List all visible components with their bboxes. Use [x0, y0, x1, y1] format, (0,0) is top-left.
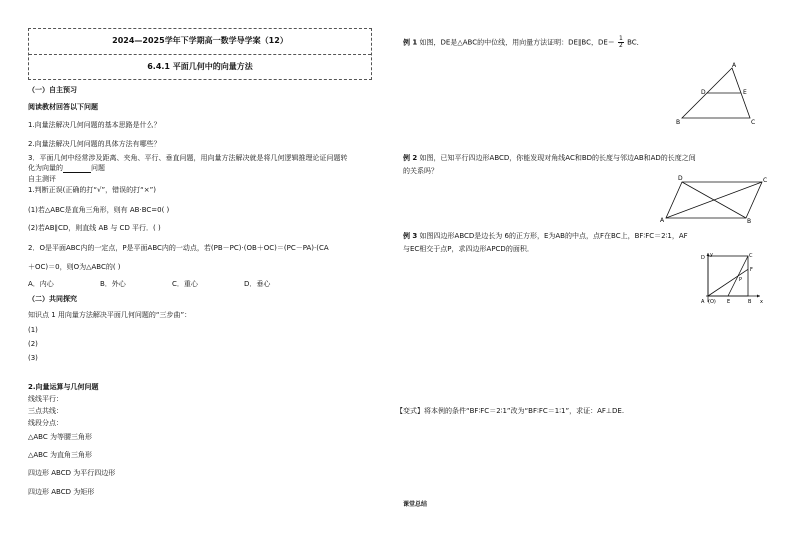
- triangle-figure: [672, 62, 762, 128]
- label-b: B: [676, 119, 681, 126]
- label-b: B: [748, 299, 752, 305]
- label-p: P: [739, 277, 743, 283]
- example-2-line1: [403, 154, 696, 163]
- example-1-tail: BC．: [627, 38, 644, 47]
- example-1-text: 如图，DE是△ABC的中位线，用向量方法证明：DE∥BC，DE＝: [419, 38, 615, 47]
- question-2: 2.向量法解决几何问题的具体方法有哪些？: [28, 140, 161, 148]
- label-d: D: [701, 89, 706, 96]
- label-c: C: [751, 119, 756, 126]
- example-1: [403, 36, 644, 49]
- segment-ec: [728, 256, 748, 296]
- fraction-numerator: 1: [619, 35, 623, 42]
- step-1: (1): [28, 326, 38, 334]
- label-a: A: [660, 217, 665, 224]
- knowledge-point-1: 知识点 1 用向量方法解决平面几何问题的“三步曲”：: [28, 311, 192, 319]
- label-d: D: [678, 175, 683, 182]
- label-x: x: [760, 299, 763, 305]
- label-d: D: [701, 255, 705, 261]
- example-2-label: 例 2: [403, 154, 418, 162]
- question-1: 1.向量法解决几何问题的基本思路是什么？: [28, 121, 161, 129]
- choice-question-line2: ＋OC)＝0，则O为△ABC的( ): [28, 263, 121, 271]
- example-2-text: 如图，已知平行四边形ABCD，你能发现对角线AC和BD的长度与邻边AB和AD的长度之间: [419, 154, 696, 162]
- label-a: A: [732, 62, 737, 69]
- choice-question-line1: 2．O是平面ABC内的一定点，P是平面ABC内的一动点，若(PB－PC)·(OB＋OC)＝(PC－PA)·(CA: [28, 244, 329, 252]
- right-triangle: △ABC 为直角三角形: [28, 451, 92, 459]
- isosceles-triangle: △ABC 为等腰三角形: [28, 433, 92, 441]
- diagonal-bd: [682, 182, 746, 218]
- example-3-text: 如图四边形ABCD是边长为 6的正方形，E为AB的中点，点F在BC上，BF∶FC＝2∶1，AF: [419, 232, 688, 240]
- label-y: y: [710, 252, 713, 258]
- option-c: C．重心: [172, 280, 198, 288]
- label-f: F: [750, 267, 753, 273]
- example-3-line2: 与EC相交于点P，求四边形APCD的面积．: [403, 245, 534, 253]
- question-3-line1: 3．平面几何中经常涉及距离、夹角、平行、垂直问题，用向量方法解决就是将几何逻辑推理论证问题转: [28, 154, 348, 162]
- label-a: A: [701, 299, 705, 305]
- example-1-label: 例 1: [403, 38, 418, 47]
- judge-item-2: (2)若AB∥CD，则直线 AB 与 CD 平行．( ): [28, 224, 161, 232]
- judge-instruction: 1.判断正误(正确的打“√”，错误的打“×”): [28, 186, 156, 194]
- header-divider: [29, 54, 371, 55]
- label-e: E: [743, 89, 747, 96]
- question-3-line2: [28, 164, 105, 173]
- fill-blank: [63, 165, 91, 173]
- step-3: (3): [28, 354, 38, 362]
- self-study-heading: （一）自主预习: [28, 86, 77, 94]
- variant-problem: 【变式】将本例的条件“BF∶FC＝2∶1”改为“BF∶FC＝1∶1”，求证：AF⊥DE.: [396, 407, 625, 415]
- option-a: A．内心: [28, 280, 54, 288]
- label-e: E: [727, 299, 731, 305]
- judge-item-1: (1)若△ABC是直角三角形，则有 AB·BC=0( ): [28, 206, 170, 214]
- label-b: B: [747, 218, 752, 224]
- example-3-label: 例 3: [403, 232, 418, 240]
- page-title: 2024—2025学年下学期高一数学导学案（12）: [112, 36, 288, 45]
- read-hint: 阅读教材回答以下问题: [28, 103, 98, 111]
- label-origin: (O): [708, 299, 716, 305]
- option-d: D．垂心: [244, 280, 271, 288]
- example-2-line2: 的关系吗？: [403, 167, 438, 175]
- section-2-heading: 2.向量运算与几何问题: [28, 383, 99, 391]
- question-3-text: 化为向量的: [28, 164, 63, 172]
- rectangle: 四边形 ABCD 为矩形: [28, 488, 95, 496]
- fraction-denominator: 2: [619, 42, 623, 49]
- line-parallel: 线线平行：: [28, 395, 63, 403]
- question-3-tail: 问题: [91, 164, 105, 172]
- segment-division: 线段分点：: [28, 419, 63, 427]
- x-axis-arrow-icon: [757, 295, 760, 298]
- label-c: C: [749, 253, 753, 259]
- example-3-line1: [403, 232, 688, 241]
- square-abcd: [708, 256, 748, 296]
- step-2: (2): [28, 340, 38, 348]
- square-figure: [696, 250, 766, 306]
- self-test-heading: 自主测评: [28, 175, 56, 183]
- parallelogram-figure: [652, 172, 776, 224]
- class-summary: 课堂总结: [403, 501, 428, 508]
- parallelogram: 四边形 ABCD 为平行四边形: [28, 469, 116, 477]
- collinear: 三点共线：: [28, 407, 63, 415]
- section-title: 6.4.1 平面几何中的向量方法: [147, 62, 253, 71]
- explore-heading: （二）共同探究: [28, 295, 77, 303]
- fraction-half: [618, 36, 624, 49]
- header-box: [28, 28, 372, 80]
- label-c: C: [763, 177, 768, 184]
- option-b: B．外心: [100, 280, 126, 288]
